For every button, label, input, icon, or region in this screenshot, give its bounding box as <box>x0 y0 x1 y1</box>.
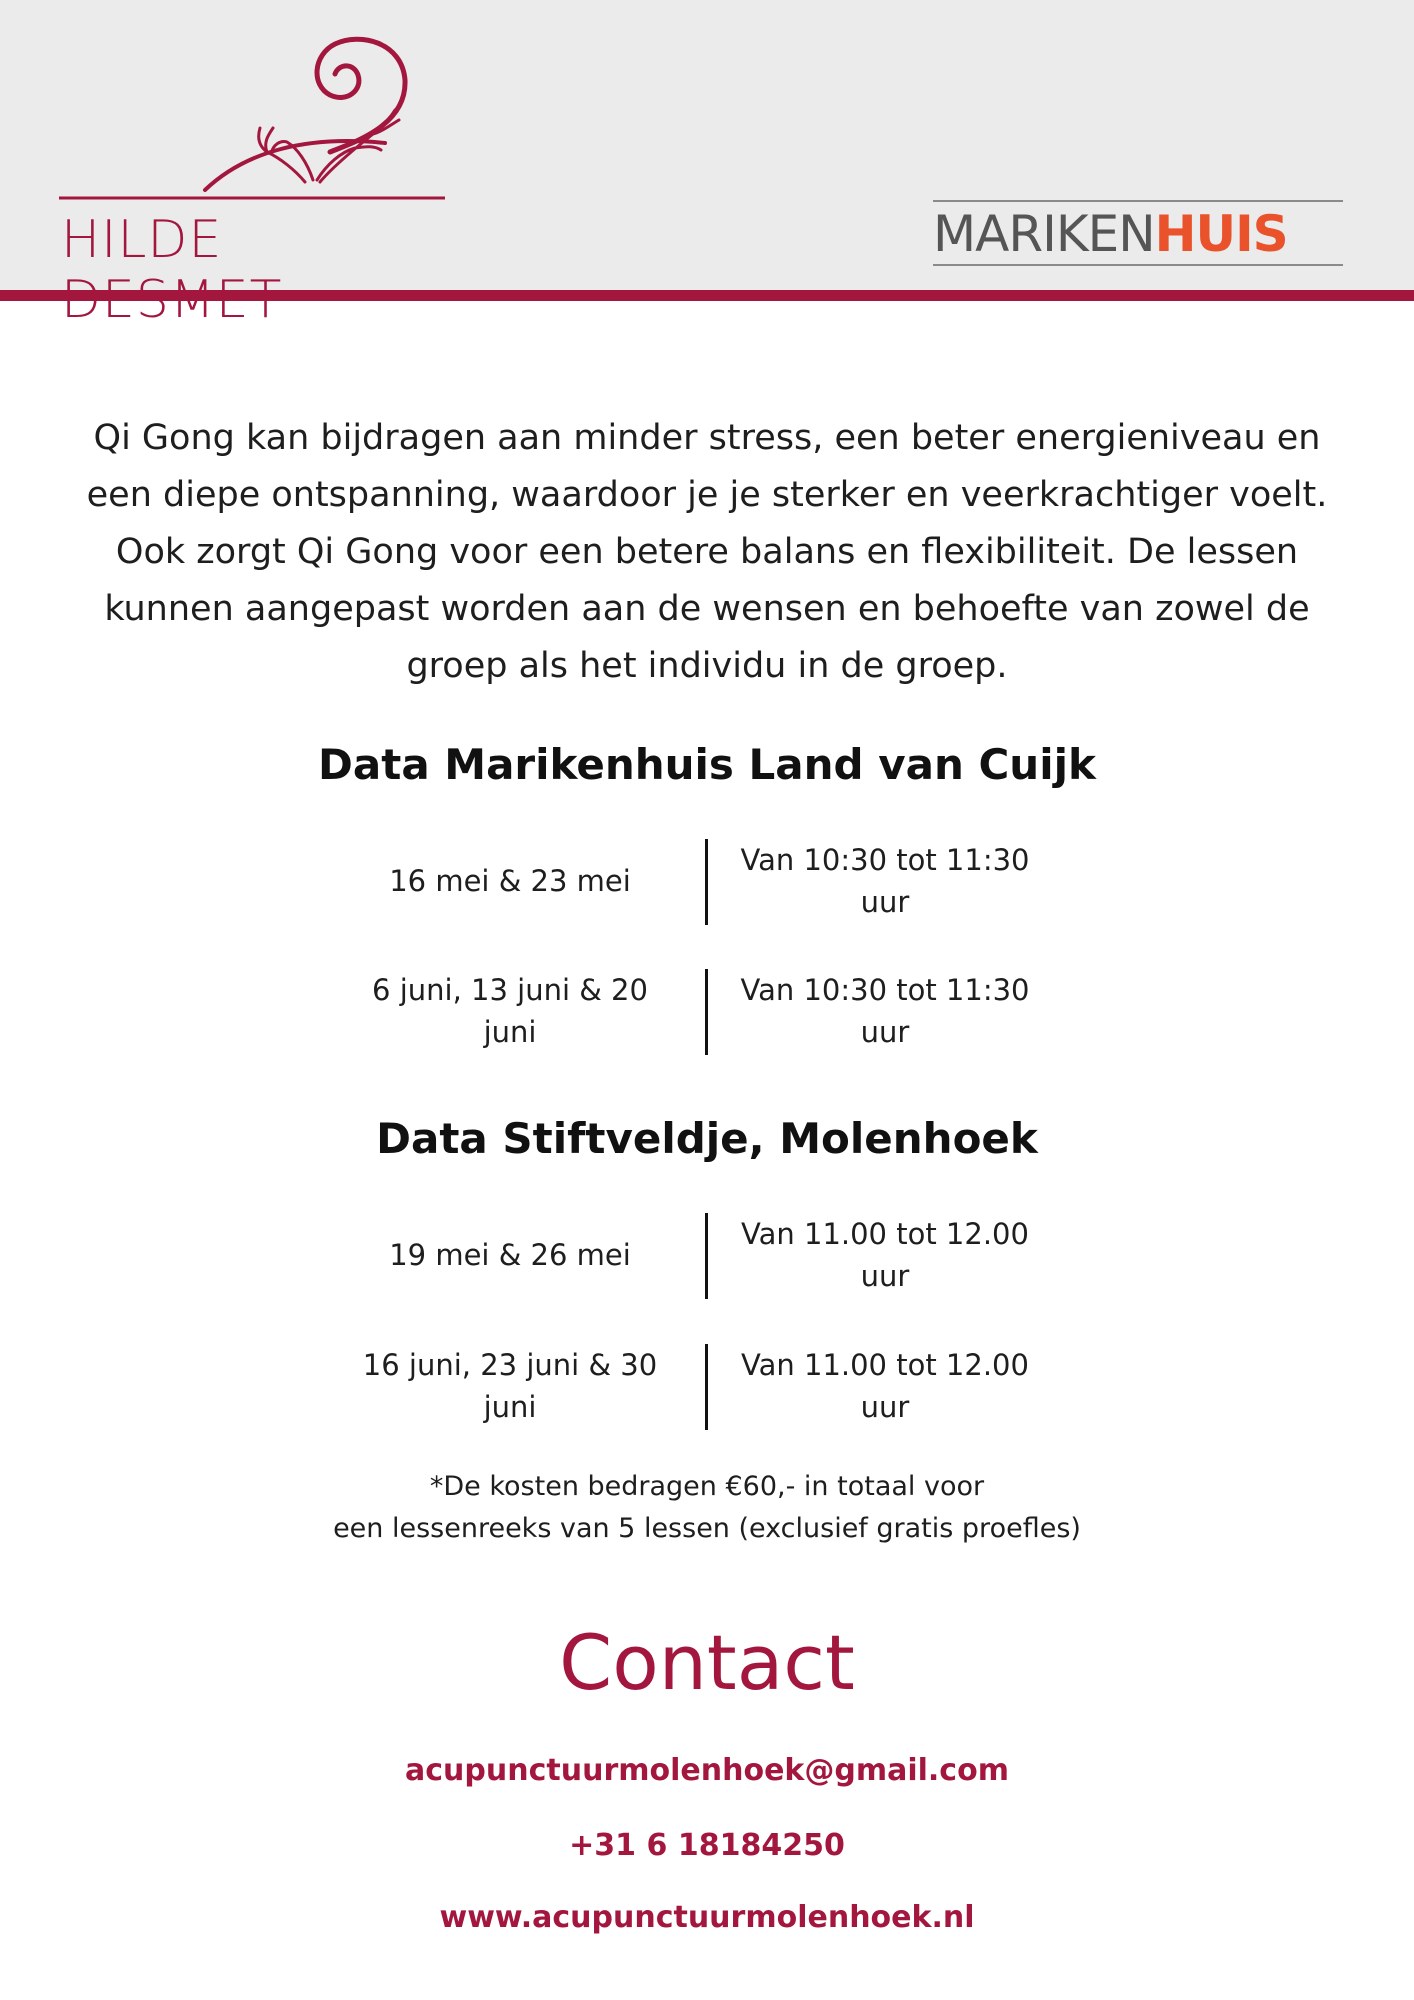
schedule-time: Van 11.00 tot 12.00 uur <box>741 1348 1029 1424</box>
contact-email-link[interactable]: acupunctuurmolenhoek@gmail.com <box>405 1753 1009 1788</box>
intro-paragraph: Qi Gong kan bijdragen aan minder stress, een beter energieniveau en een diepe ontspanning, waardoor je je sterker en veerkrachtiger voelt. Ook zorgt Qi Gong voor een betere balans en flexibiliteit. De lessen kunnen aangepast worden aan de wensen en behoefte van zowel de groep als het individu in de groep. <box>86 418 1328 686</box>
logo-name-text: HILDE DESMET <box>61 210 283 330</box>
hilde-desmet-logo <box>55 30 455 330</box>
schedule-date: 6 juni, 13 juni & 20 juni <box>372 973 648 1049</box>
marikenhuis-logo <box>933 200 1343 270</box>
schedule-row <box>0 966 1414 1056</box>
section-title-stiftveldje: Data Stiftveldje, Molenhoek <box>376 1114 1038 1163</box>
contact-heading: Contact <box>559 1618 855 1707</box>
contact-phone-link[interactable]: +31 6 18184250 <box>569 1828 845 1863</box>
schedule-divider <box>705 969 708 1055</box>
schedule-date: 19 mei & 26 mei <box>389 1238 631 1272</box>
schedule-row <box>0 1341 1414 1431</box>
cost-note <box>0 1466 1414 1550</box>
schedule-row <box>0 1210 1414 1300</box>
schedule-date: 16 mei & 23 mei <box>389 864 631 898</box>
section-title-marikenhuis: Data Marikenhuis Land van Cuijk <box>318 740 1096 789</box>
contact-website-link[interactable]: www.acupunctuurmolenhoek.nl <box>439 1900 975 1935</box>
marikenhuis-part2: HUIS <box>1154 205 1288 263</box>
cost-note-line-1: *De kosten bedragen €60,- in totaal voor <box>429 1471 985 1502</box>
schedule-time: Van 10:30 tot 11:30 uur <box>740 973 1030 1049</box>
schedule-time: Van 10:30 tot 11:30 uur <box>740 843 1030 919</box>
marikenhuis-wordmark <box>933 205 1343 263</box>
schedule-divider <box>705 839 708 925</box>
schedule-divider <box>705 1344 708 1430</box>
hands-spiral-logo-icon <box>55 30 455 205</box>
schedule-row <box>0 836 1414 926</box>
schedule-date: 16 juni, 23 juni & 30 juni <box>362 1348 658 1424</box>
logo-rule-bottom <box>933 264 1343 266</box>
schedule-divider <box>705 1213 708 1299</box>
logo-rule-top <box>933 200 1343 202</box>
marikenhuis-part1: MARIKEN <box>933 205 1155 263</box>
cost-note-line-2: een lessenreeks van 5 lessen (exclusief gratis proefles) <box>333 1513 1081 1544</box>
schedule-time: Van 11.00 tot 12.00 uur <box>741 1217 1029 1293</box>
